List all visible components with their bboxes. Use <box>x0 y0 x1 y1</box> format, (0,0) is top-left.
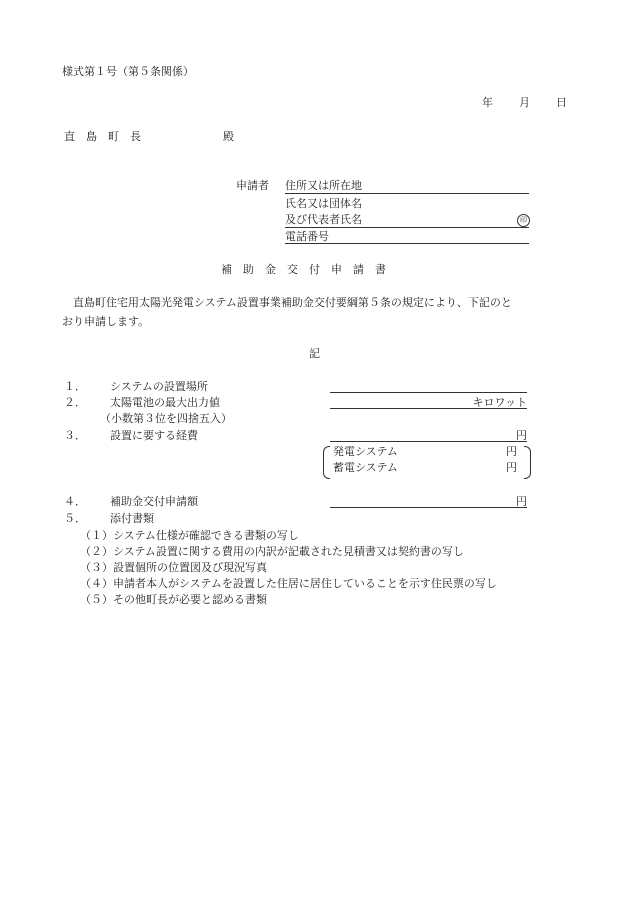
name-line <box>285 227 529 228</box>
item4-unit: 円 <box>516 495 527 508</box>
body-text-line1: 直島町住宅用太陽光発電システム設置事業補助金交付要綱第５条の規定により、下記のと <box>62 296 512 309</box>
item3-line <box>330 441 527 442</box>
item2-number: ２． <box>64 396 86 409</box>
phone-line <box>285 243 529 244</box>
form-number: 様式第１号（第５条関係） <box>62 65 194 78</box>
item5-label: 添付書類 <box>110 512 154 525</box>
name-label-2: 及び代表者氏名 <box>285 213 362 226</box>
item3-unit: 円 <box>516 429 527 442</box>
item3-sub1-label: 発電システム <box>333 445 398 458</box>
item3-sub2-unit: 円 <box>506 461 517 474</box>
ki-label: 記 <box>309 347 320 360</box>
seal-mark: 印 <box>517 214 530 227</box>
attachment-3: （３）設置個所の位置図及び現況写真 <box>80 561 267 574</box>
document-title: 補 助 金 交 付 申 請 書 <box>221 263 386 276</box>
item1-number: １． <box>64 380 86 393</box>
attachment-4: （４）申請者本人がシステムを設置した住居に居住していることを示す住民票の写し <box>80 577 497 590</box>
applicant-label: 申請者 <box>236 179 269 192</box>
addressee-name: 直 島 町 長 <box>64 130 141 143</box>
address-label: 住所又は所在地 <box>285 179 362 192</box>
item2-line <box>330 408 527 409</box>
item2-unit: キロワット <box>472 396 527 409</box>
item5-number: ５． <box>64 512 86 525</box>
item3-bracket-left <box>323 446 330 479</box>
item4-label: 補助金交付申請額 <box>110 495 198 508</box>
item1-line <box>330 392 527 393</box>
date-year-label: 年 <box>482 96 493 109</box>
item2-label: 太陽電池の最大出力値 <box>110 396 220 409</box>
item3-label: 設置に要する経費 <box>110 429 198 442</box>
item3-sub1-unit: 円 <box>506 445 517 458</box>
body-text-line2: おり申請します。 <box>62 315 150 328</box>
attachment-5: （５）その他町長が必要と認める書類 <box>80 593 267 606</box>
addressee-honorific: 殿 <box>223 130 234 143</box>
item1-label: システムの設置場所 <box>110 380 208 393</box>
item3-sub2-label: 蓄電システム <box>333 461 398 474</box>
item4-number: ４． <box>64 495 86 508</box>
item3-number: ３． <box>64 429 86 442</box>
phone-label: 電話番号 <box>285 230 329 243</box>
attachment-2: （２）システム設置に関する費用の内訳が記載された見積書又は契約書の写し <box>80 545 464 558</box>
name-label-1: 氏名又は団体名 <box>285 197 362 210</box>
date-month-label: 月 <box>519 96 530 109</box>
date-day-label: 日 <box>556 96 567 109</box>
item4-line <box>330 507 527 508</box>
attachment-1: （１）システム仕様が確認できる書類の写し <box>80 529 299 542</box>
item2-note: （小数第３位を四捨五入） <box>100 412 232 425</box>
address-line <box>285 193 529 194</box>
item3-bracket-right <box>524 446 531 479</box>
